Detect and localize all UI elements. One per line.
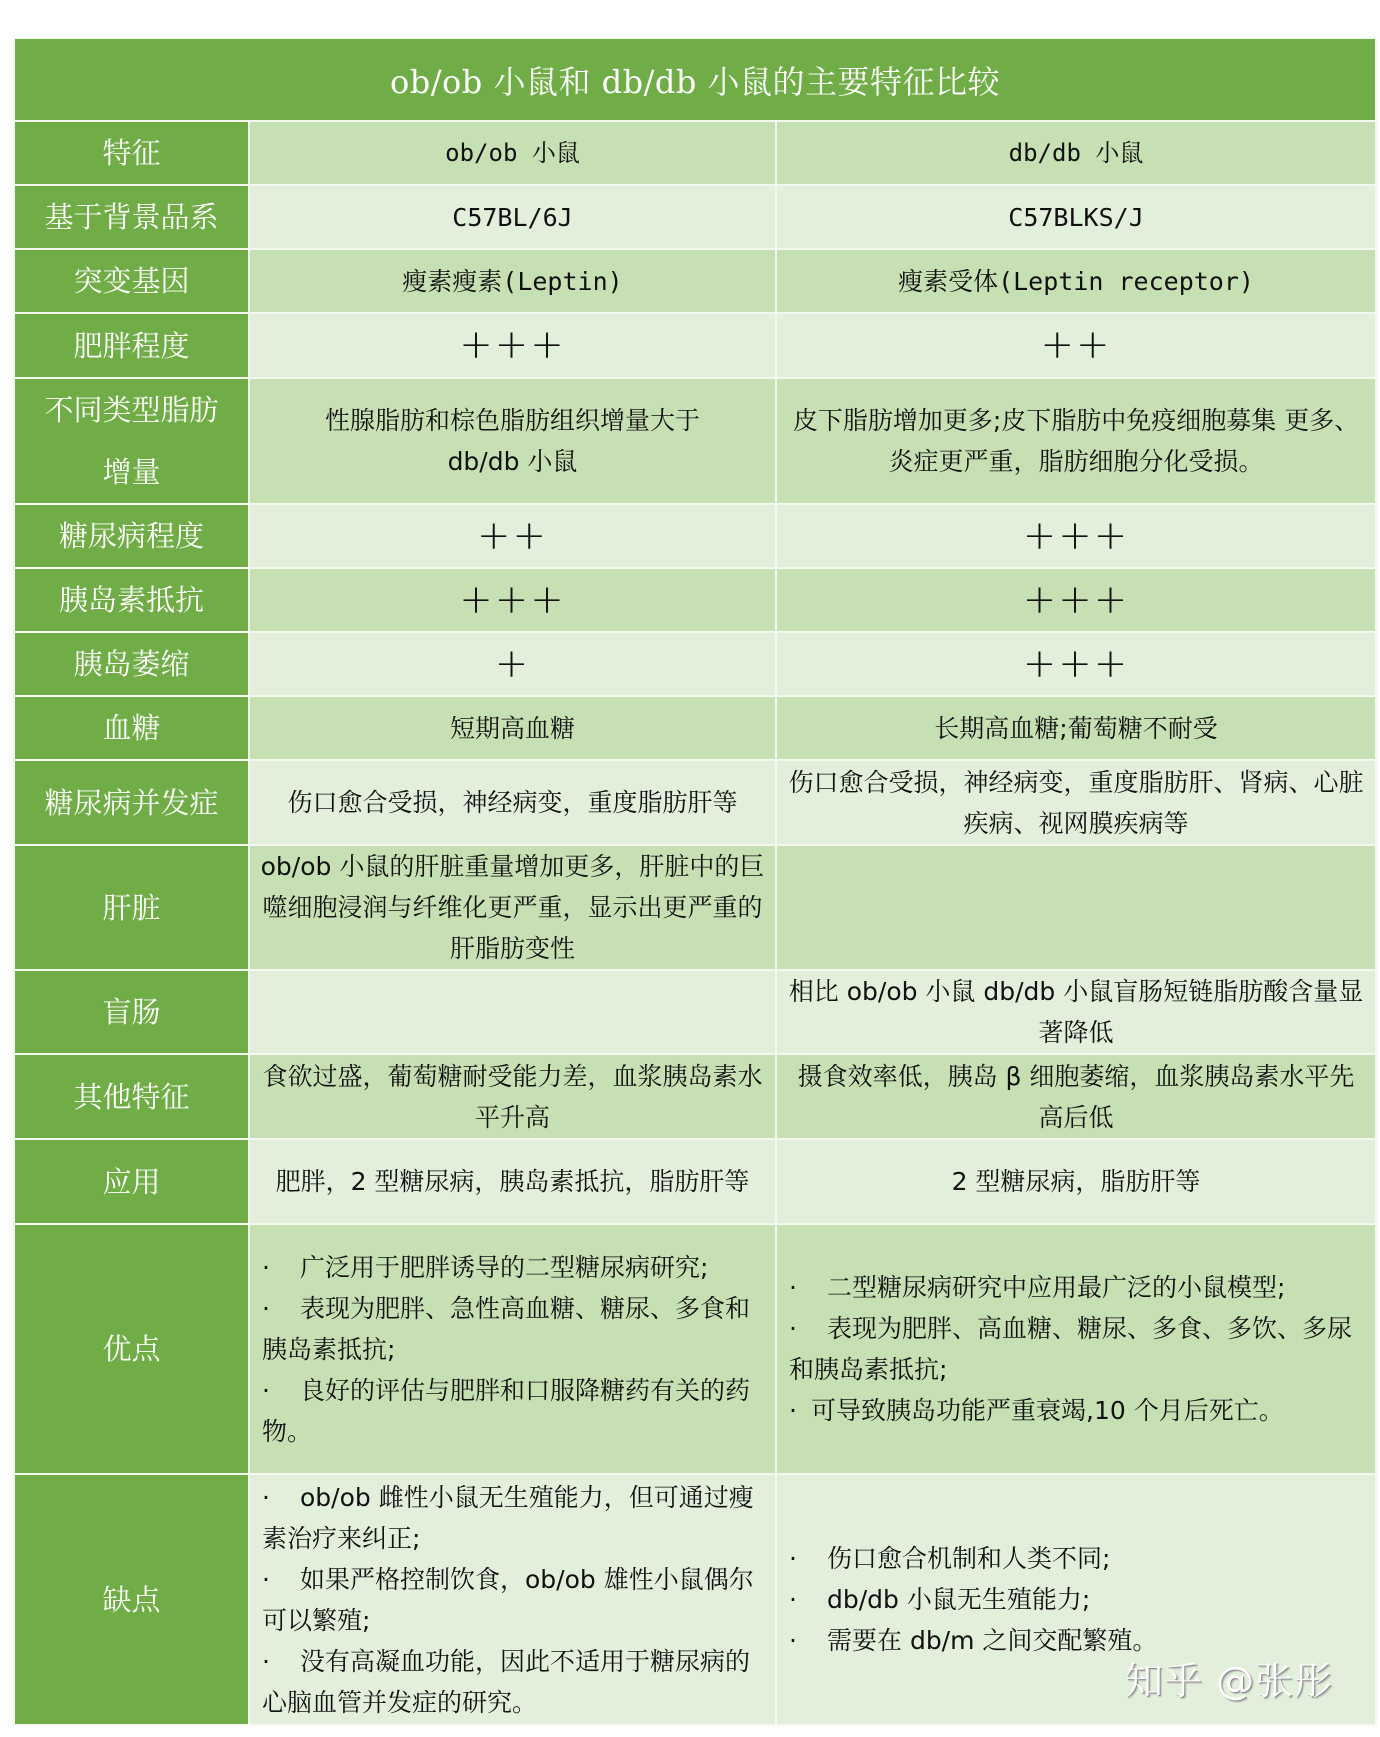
- table-row: [14, 1139, 1376, 1224]
- list-item: · 广泛用于肥胖诱导的二型糖尿病研究;: [262, 1247, 763, 1288]
- cell-db: 伤口愈合受损，神经病变，重度脂肪肝、肾病、心脏疾病、视网膜疾病等: [776, 760, 1376, 845]
- table-row: [14, 845, 1376, 970]
- table-row: [14, 970, 1376, 1054]
- cell-ob: 食欲过盛，葡萄糖耐受能力差，血浆胰岛素水平升高: [249, 1054, 776, 1139]
- row-label: [14, 378, 249, 504]
- header-ob: ob/ob 小鼠: [249, 121, 776, 185]
- bullet-icon: ·: [262, 1564, 270, 1594]
- cell-db: 2 型糖尿病，脂肪肝等: [776, 1139, 1376, 1224]
- watermark: 知乎 @张彤: [1125, 1659, 1334, 1703]
- table-row: [14, 249, 1376, 313]
- cell-ob: +++: [249, 568, 776, 632]
- bullet-icon: ·: [262, 1646, 270, 1676]
- cell-db: 相比 ob/ob 小鼠 db/db 小鼠盲肠短链脂肪酸含量显著降低: [776, 970, 1376, 1054]
- bullet-icon: ·: [789, 1626, 797, 1655]
- cell-ob: +++: [249, 313, 776, 378]
- table-row: [14, 568, 1376, 632]
- row-label: 肝脏: [14, 845, 249, 970]
- cell-db: +++: [776, 568, 1376, 632]
- table-row: [14, 696, 1376, 760]
- table-title: ob/ob 小鼠和 db/db 小鼠的主要特征比较: [14, 38, 1376, 121]
- cell-ob: 性腺脂肪和棕色脂肪组织增量大于 db/db 小鼠: [249, 378, 776, 504]
- header-db: db/db 小鼠: [776, 121, 1376, 185]
- header-feature: 特征: [14, 121, 249, 185]
- row-label: 应用: [14, 1139, 249, 1224]
- row-label-line2: 增量: [102, 455, 161, 489]
- table-row: [14, 313, 1376, 378]
- table-row: [14, 760, 1376, 845]
- row-label: 糖尿病并发症: [14, 760, 249, 845]
- list-item: · db/db 小鼠无生殖能力;: [789, 1579, 1363, 1620]
- cell-ob: 短期高血糖: [249, 696, 776, 760]
- cell-ob: 瘦素瘦素(Leptin): [249, 249, 776, 313]
- table-row: [14, 1054, 1376, 1139]
- cell-ob: ob/ob 小鼠的肝脏重量增加更多，肝脏中的巨噬细胞浸润与纤维化更严重，显示出更严重的肝脂肪变性: [249, 845, 776, 970]
- list-item: · 如果严格控制饮食，ob/ob 雄性小鼠偶尔可以繁殖;: [262, 1559, 763, 1641]
- cell-db: ++: [776, 313, 1376, 378]
- cell-db: +++: [776, 632, 1376, 696]
- cell-db: 皮下脂肪增加更多;皮下脂肪中免疫细胞募集 更多、炎症更严重，脂肪细胞分化受损。: [776, 378, 1376, 504]
- list-item: · 良好的评估与肥胖和口服降糖药有关的药物。: [262, 1370, 763, 1452]
- row-label: 其他特征: [14, 1054, 249, 1139]
- row-label: 胰岛萎缩: [14, 632, 249, 696]
- header-row: [14, 121, 1376, 185]
- bullet-icon: ·: [789, 1314, 797, 1343]
- row-label: 盲肠: [14, 970, 249, 1054]
- list-item: · 表现为肥胖、高血糖、糖尿、多食、多饮、多尿和胰岛素抵抗;: [789, 1308, 1363, 1390]
- row-label: 优点: [14, 1224, 249, 1474]
- bullet-icon: ·: [789, 1273, 797, 1302]
- list-item: · 需要在 db/m 之间交配繁殖。: [789, 1620, 1363, 1661]
- cell-db: [776, 845, 1376, 970]
- row-label: 糖尿病程度: [14, 504, 249, 568]
- list-item: · ob/ob 雌性小鼠无生殖能力，但可通过瘦素治疗来纠正;: [262, 1477, 763, 1559]
- bullet-icon: ·: [262, 1293, 270, 1323]
- row-label: 基于背景品系: [14, 185, 249, 249]
- row-label: 缺点: [14, 1474, 249, 1725]
- list-item: · 没有高凝血功能，因此不适用于糖尿病的心脑血管并发症的研究。: [262, 1641, 763, 1723]
- cell-db: 摄食效率低，胰岛 β 细胞萎缩，血浆胰岛素水平先高后低: [776, 1054, 1376, 1139]
- cell-ob: 伤口愈合受损，神经病变，重度脂肪肝等: [249, 760, 776, 845]
- row-label: 肥胖程度: [14, 313, 249, 378]
- comparison-table: [13, 37, 1377, 1726]
- row-label-line1: 不同类型脂肪: [44, 393, 219, 427]
- title-row: [14, 38, 1376, 121]
- cell-db: +++: [776, 504, 1376, 568]
- advantages-db: [776, 1224, 1376, 1474]
- bullet-icon: ·: [789, 1585, 797, 1614]
- table-row: [14, 185, 1376, 249]
- bullet-icon: ·: [262, 1482, 270, 1512]
- cell-ob: +: [249, 632, 776, 696]
- bullet-icon: ·: [789, 1544, 797, 1573]
- advantages-row: [14, 1224, 1376, 1474]
- table-row: [14, 632, 1376, 696]
- list-item: · 可导致胰岛功能严重衰竭,10 个月后死亡。: [789, 1390, 1363, 1431]
- bullet-icon: ·: [262, 1252, 270, 1282]
- bullet-icon: ·: [789, 1396, 797, 1425]
- cell-db: 长期高血糖;葡萄糖不耐受: [776, 696, 1376, 760]
- row-label: 血糖: [14, 696, 249, 760]
- list-item: · 二型糖尿病研究中应用最广泛的小鼠模型;: [789, 1267, 1363, 1308]
- table-row: [14, 504, 1376, 568]
- list-item: · 伤口愈合机制和人类不同;: [789, 1538, 1363, 1579]
- list-item: · 表现为肥胖、急性高血糖、糖尿、多食和胰岛素抵抗;: [262, 1288, 763, 1370]
- cell-db: 瘦素受体(Leptin receptor): [776, 249, 1376, 313]
- cell-ob: ++: [249, 504, 776, 568]
- row-label: 突变基因: [14, 249, 249, 313]
- disadvantages-ob: [249, 1474, 776, 1725]
- cell-ob: C57BL/6J: [249, 185, 776, 249]
- cell-ob: 肥胖，2 型糖尿病，胰岛素抵抗，脂肪肝等: [249, 1139, 776, 1224]
- cell-db: C57BLKS/J: [776, 185, 1376, 249]
- advantages-ob: [249, 1224, 776, 1474]
- row-label: 胰岛素抵抗: [14, 568, 249, 632]
- cell-ob: [249, 970, 776, 1054]
- bullet-icon: ·: [262, 1375, 270, 1405]
- table-row: [14, 378, 1376, 504]
